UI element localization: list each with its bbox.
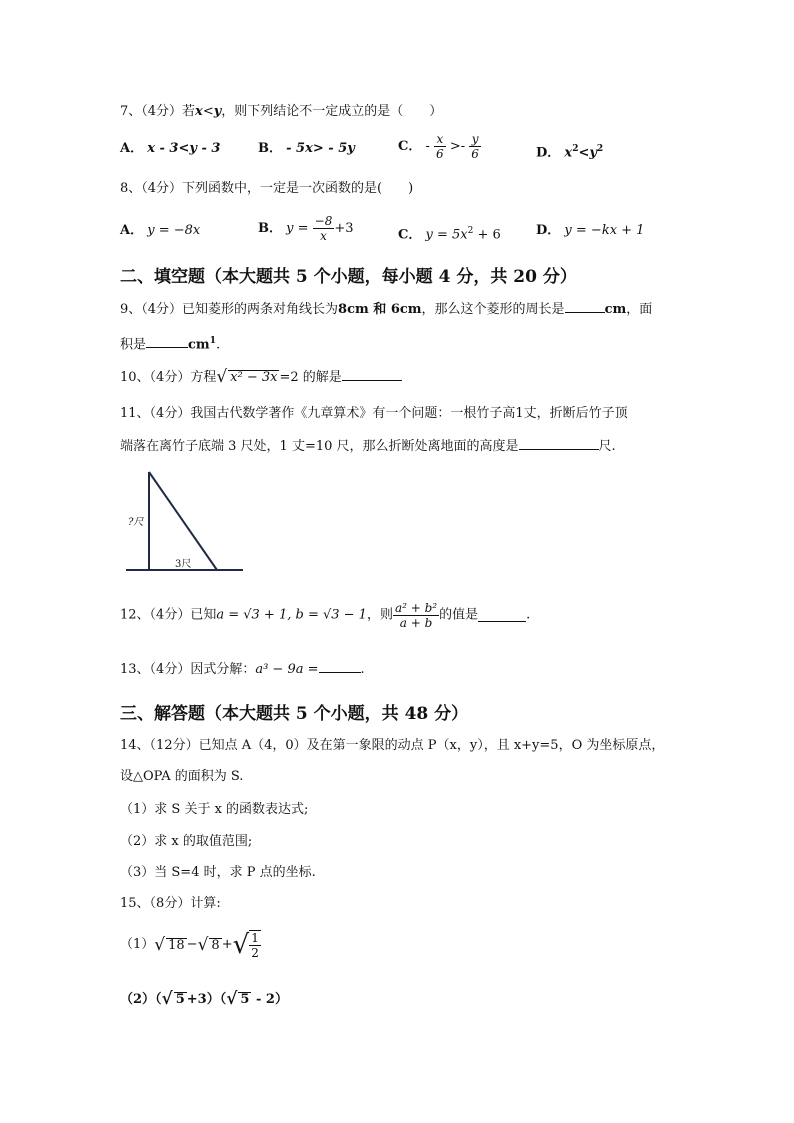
- q8-d-label: D．: [536, 223, 561, 238]
- q11-line2: [120, 437, 616, 456]
- q8-c-text: y = 5x: [425, 227, 468, 243]
- q9-area-unit: cm: [188, 337, 210, 353]
- section-solve-heading: 三、解答题（本大题共 5 个小题，共 48 分）: [120, 704, 469, 724]
- q12-fraction: [393, 601, 439, 630]
- q8-c-label: C．: [398, 227, 422, 243]
- q8-b-suffix: +3: [334, 221, 354, 236]
- q8-b-num: −8: [314, 214, 333, 228]
- q15-radicand-18: 18: [168, 937, 185, 953]
- q14-sub3: （3）当 S=4 时，求 P 点的坐标.: [120, 865, 316, 880]
- q8-stem: [120, 180, 413, 198]
- q7-c-num2: y: [469, 132, 481, 147]
- q9-blank-area[interactable]: [146, 335, 188, 348]
- q15-minus: −: [186, 937, 198, 952]
- q15-sub1: [120, 930, 261, 960]
- q10-radical-icon: √: [216, 367, 228, 387]
- q7-c-den1: 6: [436, 147, 444, 161]
- q8-d-text: y = −kx + 1: [564, 223, 645, 238]
- section-fill-in-heading: 二、填空题（本大题共 5 个小题，每小题 4 分，共 20 分）: [120, 267, 577, 287]
- q7-b-text: - 5x> - 5y: [286, 141, 355, 156]
- q7-d-exp: 2: [572, 144, 579, 154]
- q14-sub1: （1）求 S 关于 x 的函数表达式;: [120, 802, 309, 817]
- q7-stem-text: 7、（4分）若: [120, 104, 196, 119]
- q9-blank-perimeter[interactable]: [565, 300, 605, 313]
- q12-line: [120, 601, 530, 630]
- q8-a-text: y = −8x: [147, 223, 201, 238]
- q7-d-text: x: [564, 145, 573, 161]
- q15-sub1-label: （1）: [120, 937, 155, 952]
- q14-line1: 14、（12分）已知点 A（4，0）及在第一象限的动点 P（x，y），且 x+y=5，O 为坐标原点，: [120, 738, 665, 753]
- q15-sqrt4-icon: √: [161, 989, 173, 1009]
- q15-radicand-5a: 5: [175, 992, 185, 1007]
- q12-stem: 12、（4分）已知: [120, 607, 217, 623]
- q7-d-exp2: 2: [596, 144, 604, 154]
- bamboo-hypotenuse-line: [149, 472, 217, 570]
- q10-blank[interactable]: [342, 368, 402, 381]
- q8-b-den: x: [320, 229, 327, 243]
- q15-radicand-8: 8: [211, 937, 220, 953]
- q8-b-label: B．: [258, 221, 282, 236]
- q15-frac: [249, 930, 261, 960]
- q9-area-exp: 1: [209, 336, 216, 346]
- q15-sub2: [120, 990, 288, 1009]
- base-label: 3尺: [175, 559, 192, 570]
- q11-text-b: 尺.: [598, 439, 616, 454]
- q7-c-mid: >-: [449, 139, 466, 154]
- q7-var-y: y: [213, 104, 222, 119]
- q8-option-b: [258, 214, 354, 243]
- q8-option-c: [398, 222, 501, 244]
- q15-sqrt2-icon: √: [197, 935, 209, 955]
- q7-c-frac1: [434, 132, 446, 161]
- q7-d-mid: <y: [578, 145, 597, 161]
- q7-option-a: [120, 140, 220, 158]
- q7-rest: ，则下列结论不一定成立的是（ ）: [221, 104, 443, 119]
- q7-b-label: B．: [258, 141, 282, 156]
- q7-c-label: C．: [398, 139, 422, 154]
- q7-lt: <: [202, 104, 214, 119]
- q7-d-label: D．: [536, 145, 561, 161]
- q10-radicand: x² − 3x: [230, 370, 278, 385]
- q15-plus: +: [221, 937, 233, 952]
- q15-sub2-end: - 2）: [251, 992, 288, 1007]
- q7-c-frac2: [469, 132, 481, 161]
- q15-stem: 15、（8分）计算:: [120, 896, 221, 911]
- q15-sqrt5-icon: √: [226, 989, 238, 1009]
- q8-b-prefix: y =: [286, 221, 309, 236]
- q11-text-a: 端落在离竹子底端 3 尺处，1 丈=10 尺，那么折断处离地面的高度是: [120, 439, 519, 454]
- q10-stem: 10、（4分）方程: [120, 370, 217, 385]
- bamboo-triangle-figure: [120, 465, 250, 580]
- q15-sqrt3-icon: √: [232, 930, 250, 960]
- q8-c-exp: 2: [467, 226, 474, 236]
- q9-area-label: 积是: [120, 337, 147, 353]
- q12-then: ，则: [366, 607, 393, 623]
- q7-option-d: [536, 140, 603, 162]
- q15-radicand-5b: 5: [240, 992, 250, 1007]
- q8-option-d: [536, 222, 644, 240]
- q8-option-a: [120, 222, 200, 240]
- q13-stem: 13、（4分）因式分解：: [120, 662, 256, 677]
- q7-c-den2: 6: [471, 147, 479, 161]
- q9-text-a: 9、（4分）已知菱形的两条对角线长为: [120, 302, 339, 317]
- q7-a-text: x - 3<y - 3: [147, 141, 221, 156]
- q12-end: .: [526, 607, 531, 623]
- q9-text-c: ，那么这个菱形的周长是: [421, 302, 565, 317]
- q12-tail: 的值是: [439, 607, 479, 623]
- q8-b-frac: [313, 214, 335, 243]
- q9-text-e: ，面: [626, 302, 653, 317]
- q13-line: [120, 660, 365, 679]
- q8-stem-text: 8、（4分）下列函数中，一定是一次函数的是( ): [120, 181, 414, 196]
- q7-option-c: [398, 132, 481, 161]
- q9-text-b: 8cm 和 6cm: [338, 302, 422, 317]
- q8-c-suffix: + 6: [473, 227, 501, 243]
- q10-line: [120, 368, 402, 387]
- q9-line2: [120, 332, 220, 354]
- q8-a-label: A．: [120, 223, 144, 238]
- q14-line2: 设△OPA 的面积为 S.: [120, 769, 244, 784]
- q11-line1: 11、（4分）我国古代数学著作《九章算术》有一个问题：一根竹子高1丈，折断后竹子顶: [120, 406, 628, 421]
- q9-area-end: .: [215, 337, 221, 353]
- q15-sqrt1-icon: √: [154, 935, 166, 955]
- q10-eq: =2 的解是: [279, 370, 342, 385]
- q7-option-b: [258, 140, 355, 158]
- q12-den: a + b: [399, 616, 433, 630]
- q15-den: 2: [251, 946, 259, 960]
- q15-sub2-mid: +3）（: [186, 992, 227, 1007]
- q13-blank[interactable]: [319, 660, 361, 673]
- q9-line1: [120, 300, 652, 319]
- q12-blank[interactable]: [478, 609, 526, 622]
- q15-sub2-label: （2）（: [120, 992, 162, 1007]
- q7-c-num1: x: [434, 132, 446, 147]
- q13-end: .: [360, 662, 365, 677]
- q13-expr: a³ − 9a =: [255, 662, 319, 677]
- height-label: ?尺: [128, 517, 144, 528]
- q7-var-x: x: [195, 104, 203, 119]
- q9-unit-cm: cm: [604, 302, 627, 317]
- q12-num: a² + b²: [394, 601, 438, 615]
- q7-stem: [120, 103, 442, 121]
- q12-given: a = √3 + 1, b = √3 − 1: [216, 607, 367, 623]
- q11-blank[interactable]: [519, 437, 599, 450]
- q14-sub2: （2）求 x 的取值范围;: [120, 834, 253, 849]
- q7-c-prefix: -: [425, 139, 430, 154]
- q15-num: 1: [251, 931, 259, 945]
- q7-a-label: A．: [120, 141, 144, 156]
